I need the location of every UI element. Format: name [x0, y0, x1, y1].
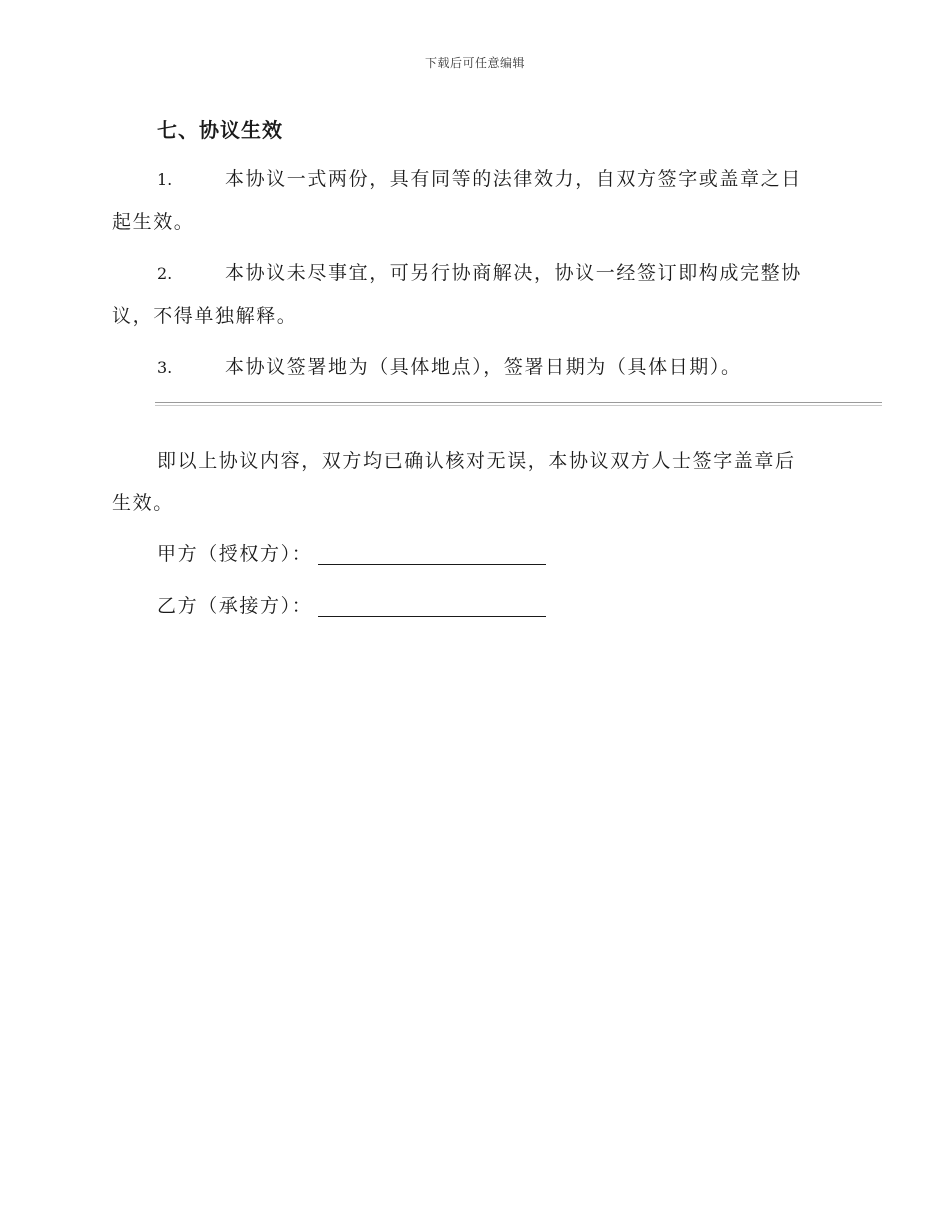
clause-1-number: 1.	[157, 170, 173, 189]
party-b-label: 乙方（承接方）：	[157, 595, 313, 617]
section-divider	[155, 402, 882, 406]
clause-1-first-line	[112, 158, 832, 201]
party-b-signature-row	[157, 591, 546, 621]
party-a-label: 甲方（授权方）：	[157, 543, 313, 565]
header-note: 下载后可任意编辑	[424, 56, 525, 70]
clause-1-text: 本协议一式两份，具有同等的法律效力，自双方签字或盖章之日	[225, 168, 802, 190]
clause-2-number: 2.	[157, 264, 173, 283]
clause-2	[112, 252, 832, 337]
section-title: 七、协议生效	[157, 118, 283, 142]
closing-statement	[112, 440, 832, 524]
clause-1-continuation: 起生效。	[112, 211, 195, 233]
clause-3-number: 3.	[157, 358, 173, 377]
clause-1	[112, 158, 832, 243]
party-b-signature-blank[interactable]	[318, 594, 546, 617]
clause-2-text: 本协议未尽事宜，可另行协商解决，协议一经签订即构成完整协	[225, 262, 802, 284]
party-a-signature-blank[interactable]	[318, 542, 546, 565]
clause-3-text: 本协议签署地为（具体地点），签署日期为（具体日期）。	[225, 356, 742, 378]
clause-2-first-line	[112, 252, 832, 295]
clause-3	[112, 346, 832, 389]
closing-first-line: 即以上协议内容，双方均已确认核对无误，本协议双方人士签字盖章后	[157, 450, 796, 472]
party-a-signature-row	[157, 539, 546, 569]
clause-2-continuation: 议，不得单独解释。	[112, 305, 298, 327]
closing-continuation: 生效。	[112, 492, 174, 514]
clause-3-first-line	[112, 346, 832, 389]
